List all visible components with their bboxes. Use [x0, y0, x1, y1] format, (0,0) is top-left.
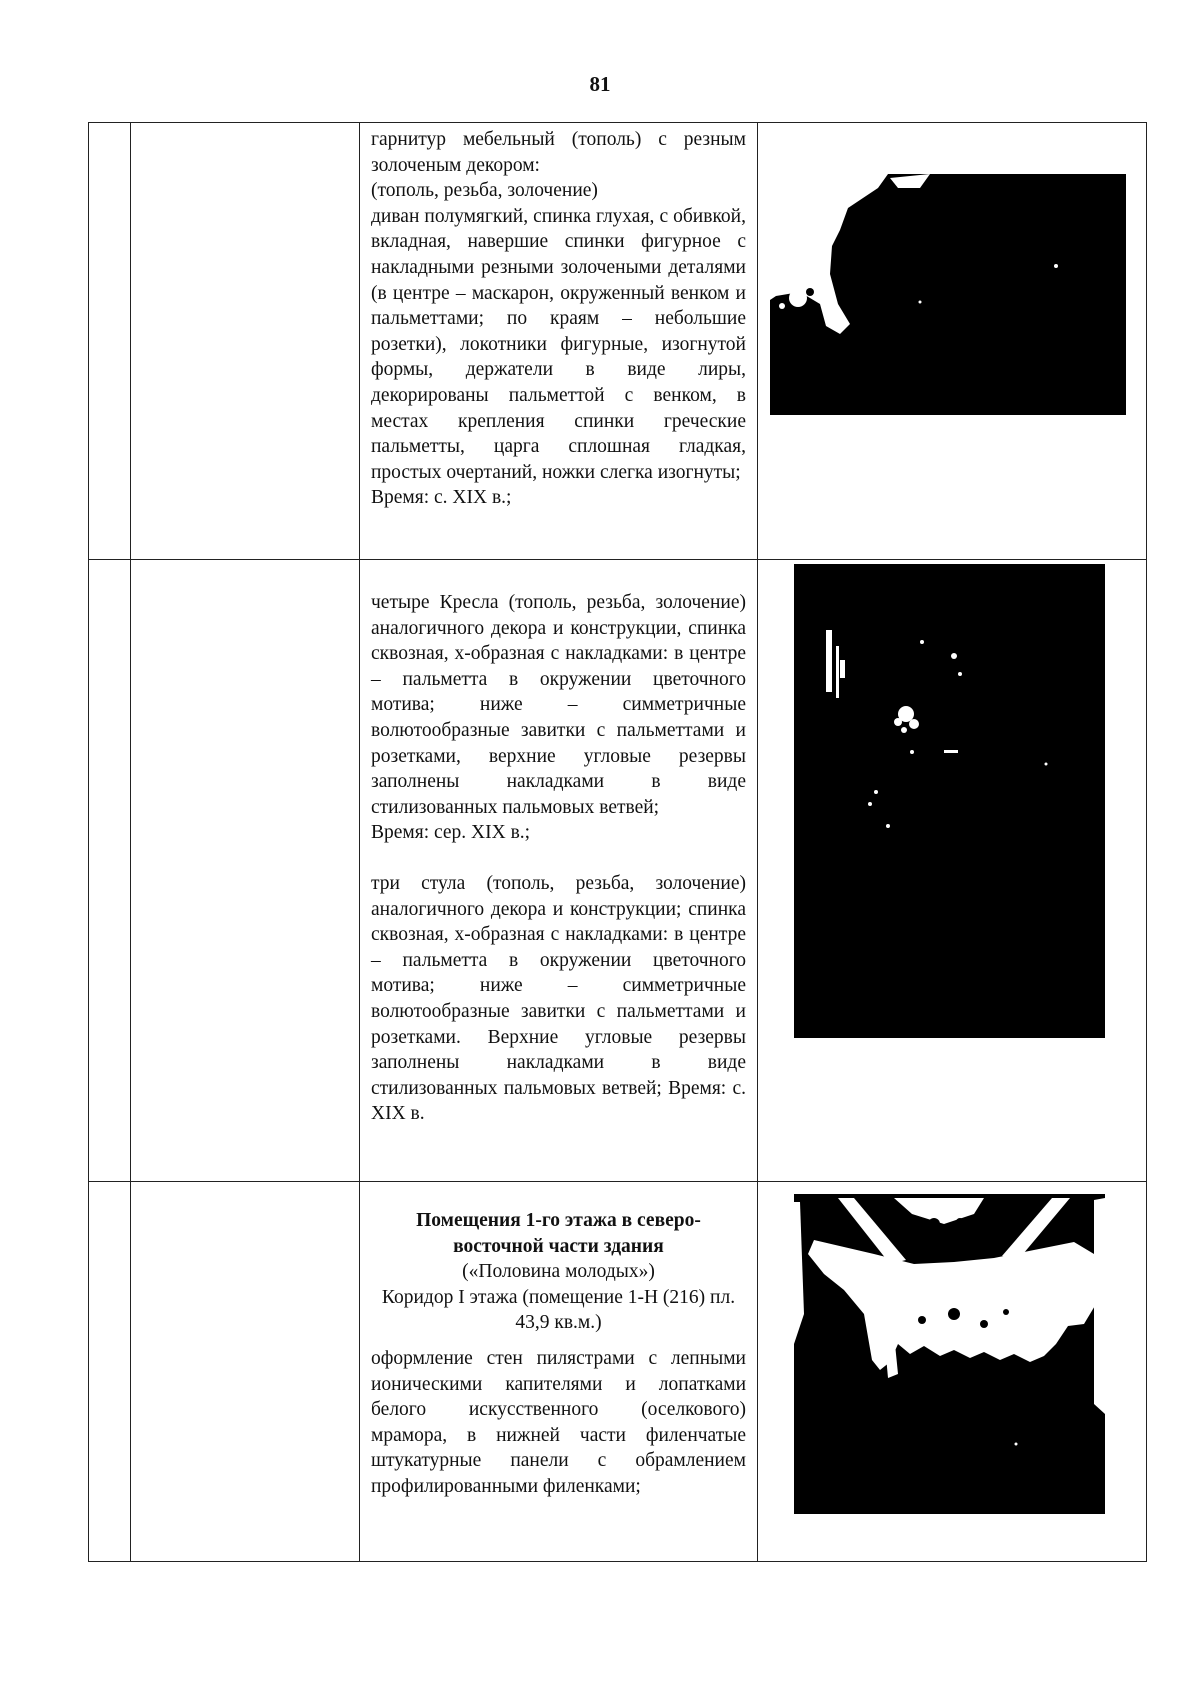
dating-text: Время: сер. XIX в.; [371, 822, 531, 844]
description-cell [360, 560, 758, 1182]
armchair-photo [794, 564, 1105, 1038]
page-number: 81 [589, 72, 611, 96]
number-cell [89, 123, 131, 560]
room-heading-subtitle: («Половина молодых») [462, 1261, 655, 1283]
photo-cell [758, 123, 1147, 560]
photo-cell [758, 1182, 1147, 1562]
dating-text: Время: с. XIX в.; [371, 487, 512, 509]
table-row [89, 123, 1147, 560]
photo-cell [758, 560, 1147, 1182]
room-heading-room: Коридор I этажа (помещение 1-Н (216) пл. 43,9 кв.м.) [381, 1286, 736, 1334]
description-text: четыре Кресла (тополь, резьба, золочение) аналогичного декора и конструкции, спинка сквозная, х-образная с накладками: в центре – пальметта в окружении цветочного мотива; ниже – симметричные волютообразные завитки с пальметтами и розетками, верхние угловые резервы заполнены накладками в виде стилизованных пальмовых ветвей; [371, 592, 746, 818]
description-cell [360, 123, 758, 560]
table-row [89, 560, 1147, 1182]
description-text: три стула (тополь, резьба, золочение) аналогичного декора и конструкции; спинка сквозная, х-образная с накладками: в центре – пальметта в окружении цветочного мотива; ниже – симметричные волютообразные завитки с пальметтами и розетками. Верхние угловые резервы заполнены накладками в виде стилизованных пальмовых ветвей; Время: с. XIX в. [371, 872, 746, 1125]
table-row [89, 1182, 1147, 1562]
room-heading-title: Помещения 1-го этажа в северо-восточной части здания [416, 1210, 701, 1257]
name-cell [131, 123, 360, 560]
description-text: гарнитур мебельный (тополь) с резным золоченым декором: [371, 129, 746, 176]
number-cell [89, 1182, 131, 1562]
name-cell [131, 1182, 360, 1562]
monument-register-table [88, 122, 1147, 1562]
room-heading [371, 1208, 746, 1336]
description-text: оформление стен пилястрами с лепными ионическими капителями и лопатками белого искусственного (оселкового) мрамора, в нижней части филенчатые штукатурные панели с обрамлением профилированными филенками; [371, 1347, 746, 1497]
name-cell [131, 560, 360, 1182]
corridor-photo [794, 1194, 1105, 1514]
description-text: (тополь, резьба, золочение) [371, 180, 598, 202]
sofa-photo [770, 174, 1126, 415]
description-text: диван полумягкий, спинка глухая, с обивкой, вкладная, навершие спинки фигурное с накладными резными золочеными деталями (в центре – маскарон, окруженный венком и пальметтами; по краям – небольшие розетки), локотники фигурные, изогнутой формы, держатели в виде лиры, декорированы пальметтой с венком, в местах крепления спинки греческие пальметты, царга сплошная гладкая, простых очертаний, ножки слегка изогнуты; [371, 205, 746, 483]
description-cell [360, 1182, 758, 1562]
number-cell [89, 560, 131, 1182]
